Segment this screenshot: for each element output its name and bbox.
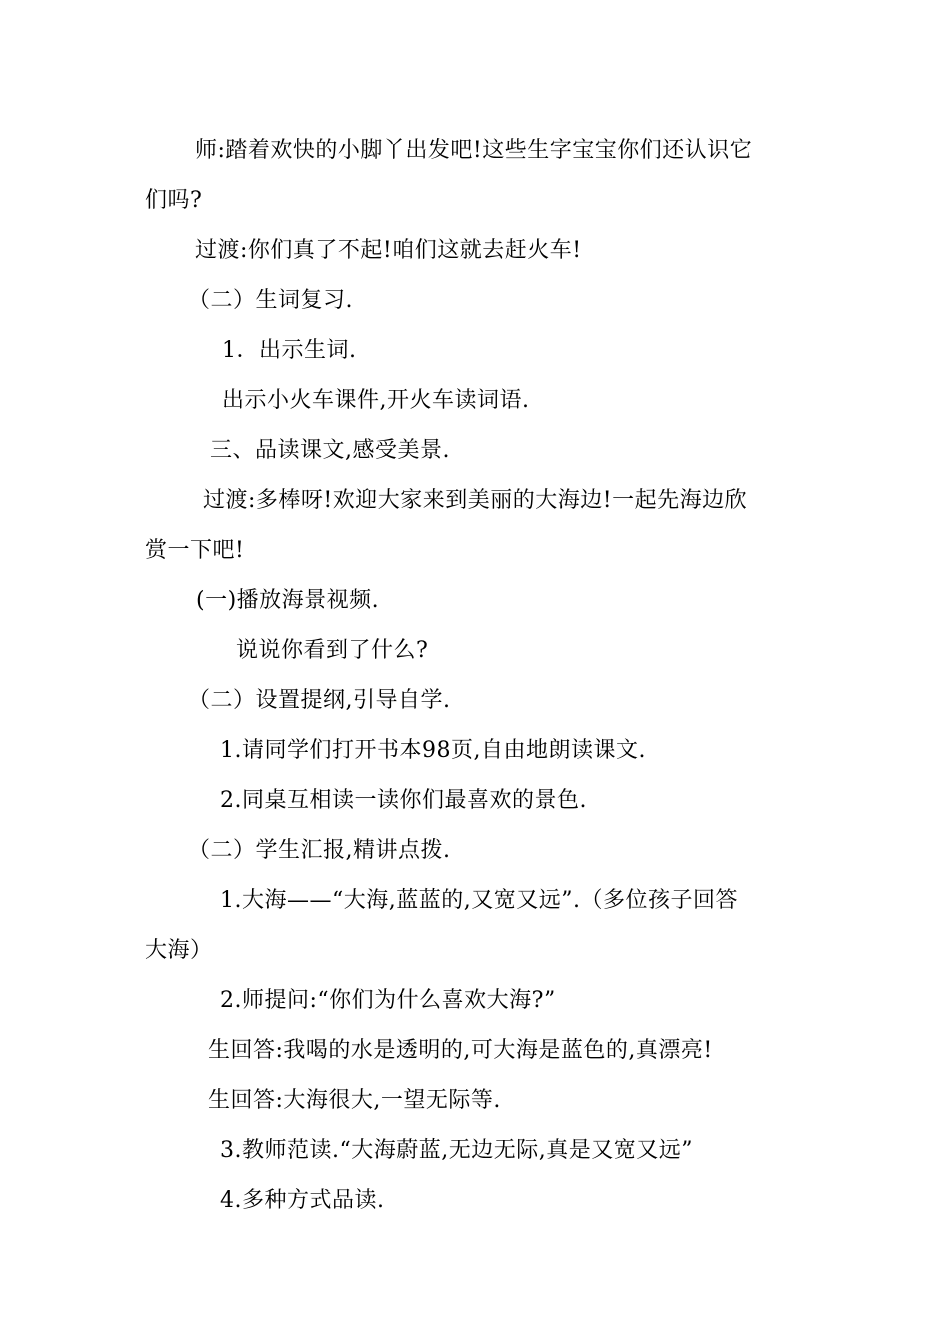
section-heading: （二）学生汇报,精讲点拨.	[188, 838, 451, 863]
paragraph-line: 生回答:大海很大,一望无际等.	[208, 1088, 501, 1113]
list-item: 2.师提问:“你们为什么喜欢大海?”	[220, 988, 556, 1013]
paragraph-line: 生回答:我喝的水是透明的,可大海是蓝色的,真漂亮!	[208, 1038, 713, 1063]
section-heading: (一)播放海景视频.	[196, 588, 380, 613]
paragraph-line: 们吗?	[145, 188, 203, 213]
list-item: 1.请同学们打开书本98页,自由地朗读课文.	[220, 738, 646, 763]
paragraph-line: 过渡:多棒呀!欢迎大家来到美丽的大海边!一起先海边欣	[203, 488, 748, 513]
paragraph-line: 过渡:你们真了不起!咱们这就去赶火车!	[195, 238, 582, 263]
paragraph-line: 大海）	[145, 938, 213, 963]
paragraph-line: 出示小火车课件,开火车读词语.	[222, 388, 530, 413]
paragraph-line: 赏一下吧!	[145, 538, 245, 563]
section-heading: （二）设置提纲,引导自学.	[188, 688, 451, 713]
section-heading: 三、品读课文,感受美景.	[210, 438, 450, 463]
list-item: 2.同桌互相读一读你们最喜欢的景色.	[220, 788, 587, 813]
list-item: 3.教师范读.“大海蔚蓝,无边无际,真是又宽又远”	[220, 1138, 693, 1163]
paragraph-line: 师:踏着欢快的小脚丫出发吧!这些生字宝宝你们还认识它	[195, 138, 753, 163]
list-item: 4.多种方式品读.	[220, 1188, 385, 1213]
paragraph-line: 说说你看到了什么?	[236, 638, 429, 663]
list-item: 1.大海——“大海,蓝蓝的,又宽又远”.（多位孩子回答	[220, 888, 738, 913]
list-item: 1．出示生词.	[222, 338, 357, 363]
section-heading: （二）生词复习.	[188, 288, 353, 313]
